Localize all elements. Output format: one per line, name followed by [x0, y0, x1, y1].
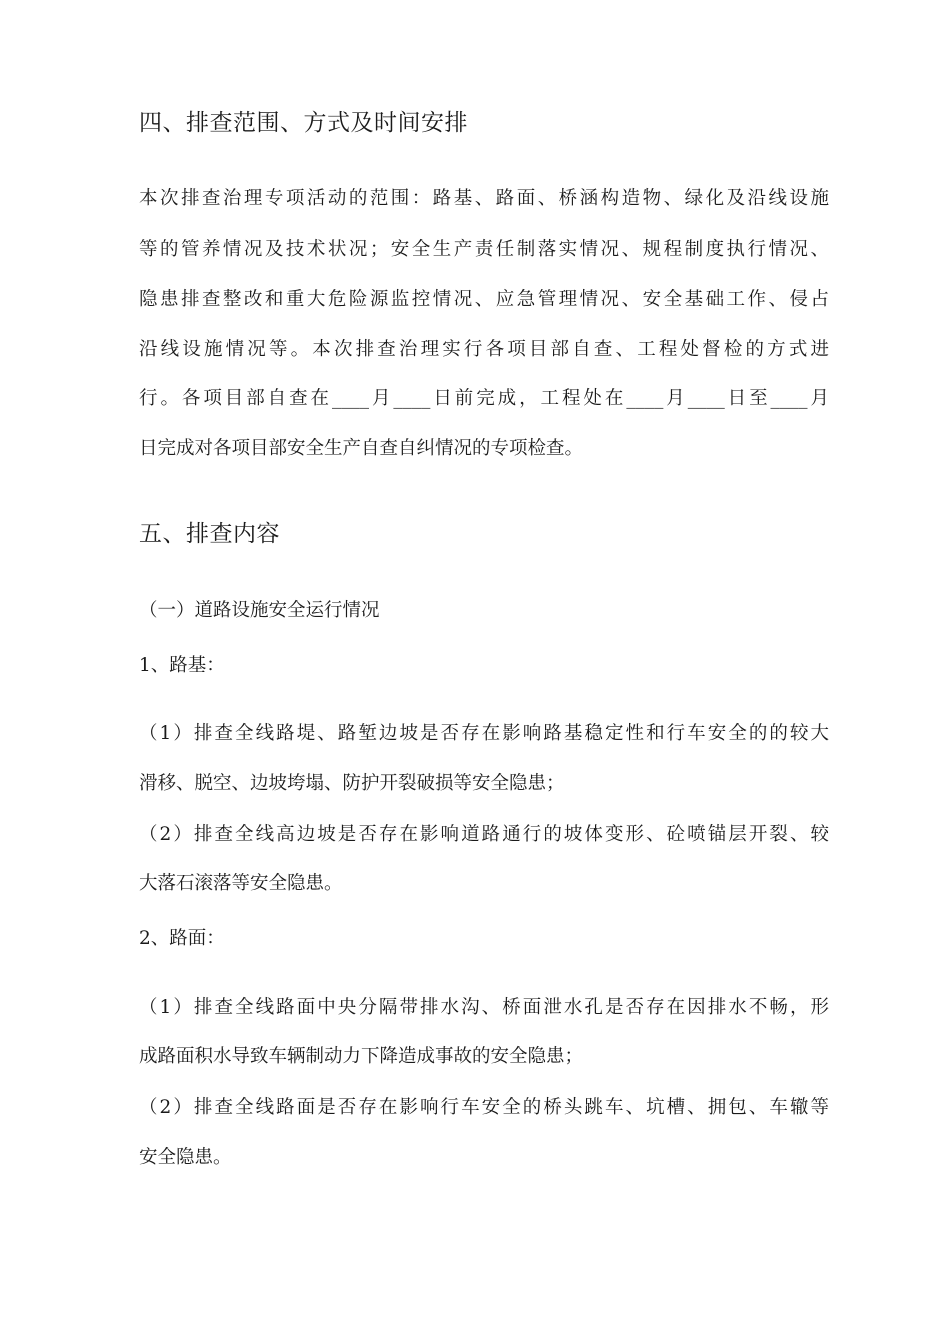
subsection-1-title: （一）道路设施安全运行情况 — [139, 600, 380, 621]
section-4-line-3: 隐患排查整改和重大危险源监控情况、应急管理情况、安全基础工作、侵占 — [139, 289, 829, 310]
section-4-line-2: 等的管养情况及技术状况；安全生产责任制落实情况、规程制度执行情况、 — [139, 239, 829, 260]
item-1-p2-line-1: （2）排查全线高边坡是否存在影响道路通行的坡体变形、砼喷锚层开裂、较 — [139, 824, 829, 845]
item-1-p1-line-1: （1）排查全线路堤、路堑边坡是否存在影响路基稳定性和行车安全的的较大 — [139, 723, 829, 744]
item-2-p1-line-1: （1）排查全线路面中央分隔带排水沟、桥面泄水孔是否存在因排水不畅，形 — [139, 997, 829, 1018]
section-5-heading: 五、排查内容 — [139, 521, 280, 547]
section-4-line-4: 沿线设施情况等。本次排查治理实行各项目部自查、工程处督检的方式进 — [139, 339, 829, 360]
item-2-p1-line-2: 成路面积水导致车辆制动力下降造成事故的安全隐患； — [139, 1046, 584, 1067]
item-1-title: 1、路基： — [139, 655, 225, 676]
item-2-p2-line-2: 安全隐患。 — [139, 1147, 232, 1168]
section-4-line-1: 本次排查治理专项活动的范围：路基、路面、桥涵构造物、绿化及沿线设施 — [139, 188, 829, 209]
section-4-line-5: 行。各项目部自查在____月____日前完成，工程处在____月____日至____月 — [139, 388, 829, 409]
section-4-line-6: 日完成对各项目部安全生产自查自纠情况的专项检查。 — [139, 438, 584, 459]
item-2-title: 2、路面： — [139, 928, 225, 949]
item-1-p1-line-2: 滑移、脱空、边坡垮塌、防护开裂破损等安全隐患； — [139, 773, 565, 794]
item-1-p2-line-2: 大落石滚落等安全隐患。 — [139, 873, 343, 894]
section-4-heading: 四、排查范围、方式及时间安排 — [139, 110, 468, 136]
item-2-p2-line-1: （2）排查全线路面是否存在影响行车安全的桥头跳车、坑槽、拥包、车辙等 — [139, 1097, 829, 1118]
